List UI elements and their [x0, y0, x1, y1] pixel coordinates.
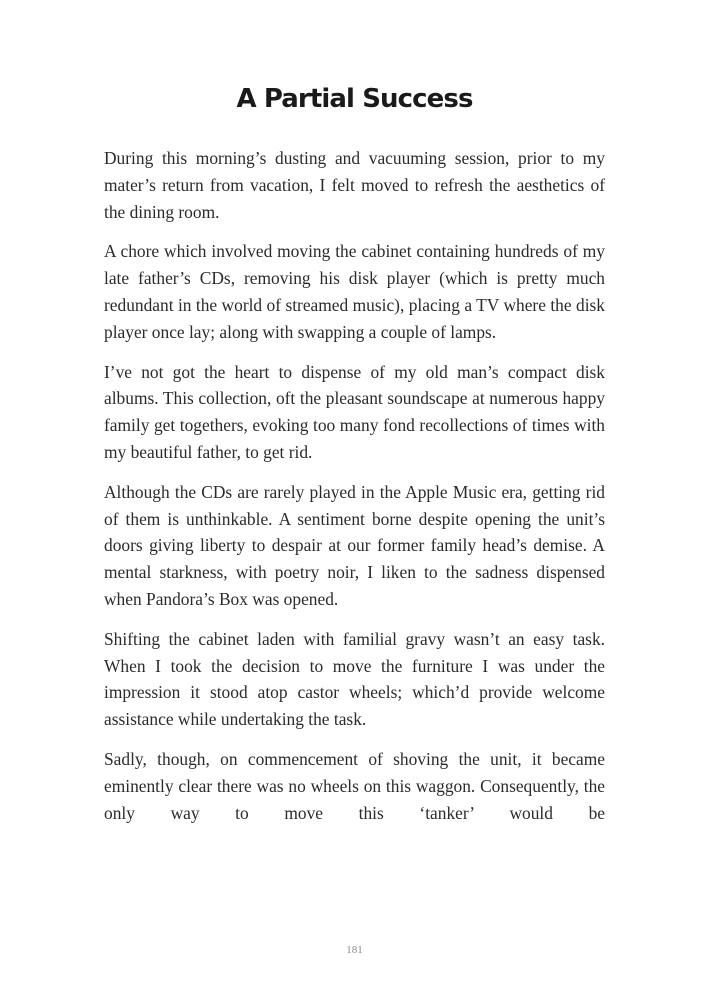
paragraph-5: Shifting the cabinet laden with familial gravy wasn’t an easy task. When I took the decision to move the furniture I was under the impression it stood atop castor wheels; which’d provide welcome assistance while undertaking the task. [104, 628, 605, 730]
chapter-title: A Partial Success [236, 84, 473, 114]
paragraph-2: A chore which involved moving the cabinet containing hundreds of my late father’s CDs, removing his disk player (which is pretty much redundant in the world of streamed music), placing a TV where the disk player once lay; along with swapping a couple of lamps. [104, 241, 605, 342]
paragraph-4: Although the CDs are rarely played in the Apple Music era, getting rid of them is unthinkable. A sentiment borne despite opening the unit’s doors giving liberty to despair at our former family head’s demise. A mental starkness, with poetry noir, I liken to the sadness dispensed when Pandora’s Box was opened. [104, 481, 605, 609]
paragraph-3: I’ve not got the heart to dispense of my old man’s compact disk albums. This collection, oft the pleasant soundscape at numerous happy family get togethers, evoking too many fond recollections of times with my beautiful father, to get rid. [104, 361, 605, 462]
body-text [104, 145, 605, 839]
paragraph-1: During this morning’s dusting and vacuuming session, prior to my mater’s return from vacation, I felt moved to refresh the aesthetics of the dining room. [104, 148, 605, 222]
page-number: 181 [346, 944, 363, 956]
paragraph-6: Sadly, though, on commencement of shoving the unit, it became eminently clear there was no wheels on this waggon. Consequently, the only way to move this ‘tanker’ would be [104, 748, 605, 823]
